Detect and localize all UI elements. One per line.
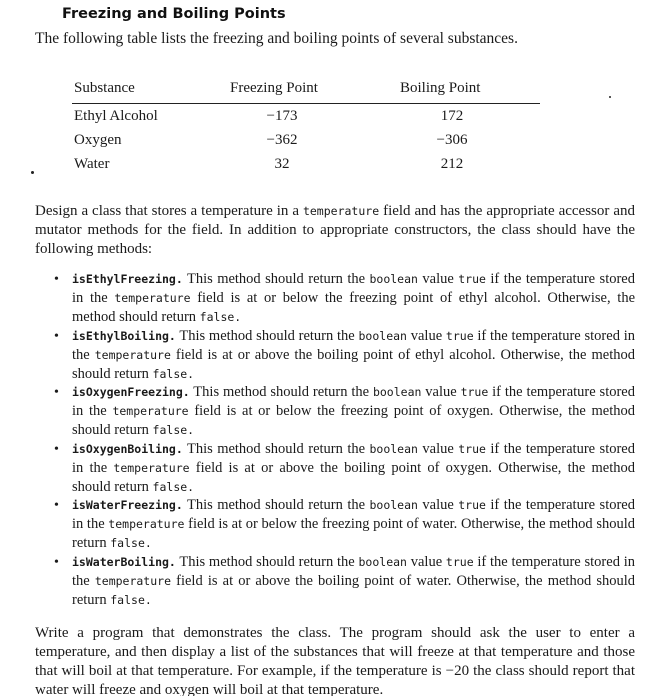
header-boiling-point: Boiling Point <box>400 80 481 96</box>
cell-freezing: −173 <box>266 108 298 124</box>
bullet-icon: • <box>54 498 59 513</box>
table-row <box>72 106 540 130</box>
cell-substance: Ethyl Alcohol <box>74 108 158 124</box>
intro-text: The following table lists the freezing and boiling points of several substances. <box>35 30 518 47</box>
list-item: • isWaterBoiling. This method should return the boolean value true if the temperature stored in the temperature field is at or above the boiling point of water. Otherwise, the method should return false. <box>54 553 635 608</box>
scan-speck <box>609 96 611 98</box>
bullet-icon: • <box>54 385 59 400</box>
write-paragraph: Write a program that demonstrates the class. The program should ask the user to enter a temperature, and then display a list of the substances that will freeze at that temperature and those that will boil at that temperature. For example, if the temperature is −20 the class should report that water will freeze and oxygen will boil at that temperature. <box>35 625 635 696</box>
design-text-2: field and has the appropriate accessor and mutator methods for the field. In addition to appropriate constructors, the class should have the following methods: <box>35 203 635 257</box>
design-code-temperature: temperature <box>302 204 380 218</box>
scan-speck <box>31 171 34 174</box>
design-text-1: Design a class that stores a temperature in a <box>35 203 303 219</box>
method-list <box>52 270 635 609</box>
cell-freezing: −362 <box>266 132 298 148</box>
cell-substance: Oxygen <box>74 132 122 148</box>
cell-freezing: 32 <box>274 156 290 172</box>
page-heading: Freezing and Boiling Points <box>62 6 286 22</box>
table-header-row <box>72 78 540 104</box>
table-row <box>72 130 540 154</box>
list-item: • isWaterFreezing. This method should return the boolean value true if the temperature stored in the temperature field is at or below the freezing point of water. Otherwise, the method should return false. <box>54 497 635 551</box>
bullet-icon: • <box>54 272 59 287</box>
list-item: • isEthylBoiling. This method should return the boolean value true if the temperature stored in the temperature field is at or above the boiling point of ethyl alcohol. Otherwise, the method should return false. <box>54 327 635 382</box>
list-item: • isEthylFreezing. This method should return the boolean value true if the temperature stored in the temperature field is at or below the freezing point of ethyl alcohol. Otherwise, the method should return false. <box>54 271 636 325</box>
cell-boiling: −306 <box>436 132 468 148</box>
bullet-icon: • <box>54 441 59 457</box>
bullet-icon: • <box>54 328 59 344</box>
method-name: isEthylBoiling. <box>72 328 176 343</box>
cell-substance: Water <box>74 156 110 172</box>
list-item: • isOxygenBoiling. This method should return the boolean value true if the temperature stored in the temperature field is at or above the boiling point of oxygen. Otherwise, the method should return false. <box>54 440 635 495</box>
cell-boiling: 172 <box>440 108 464 124</box>
method-name: isOxygenBoiling. <box>72 441 183 456</box>
cell-boiling: 212 <box>440 156 464 172</box>
bullet-icon: • <box>54 554 59 570</box>
table-row <box>72 154 540 178</box>
method-name: isWaterFreezing. <box>72 498 183 512</box>
header-freezing-point: Freezing Point <box>230 80 318 96</box>
substance-table <box>72 78 540 178</box>
method-name: isOxygenFreezing. <box>72 385 190 399</box>
method-name: isEthylFreezing. <box>72 272 183 286</box>
header-substance: Substance <box>74 80 135 96</box>
list-item: • isOxygenFreezing. This method should return the boolean value true if the temperature stored in the temperature field is at or below the freezing point of oxygen. Otherwise, the method should return false. <box>54 384 635 438</box>
method-name: isWaterBoiling. <box>72 554 176 569</box>
design-paragraph <box>35 202 635 259</box>
